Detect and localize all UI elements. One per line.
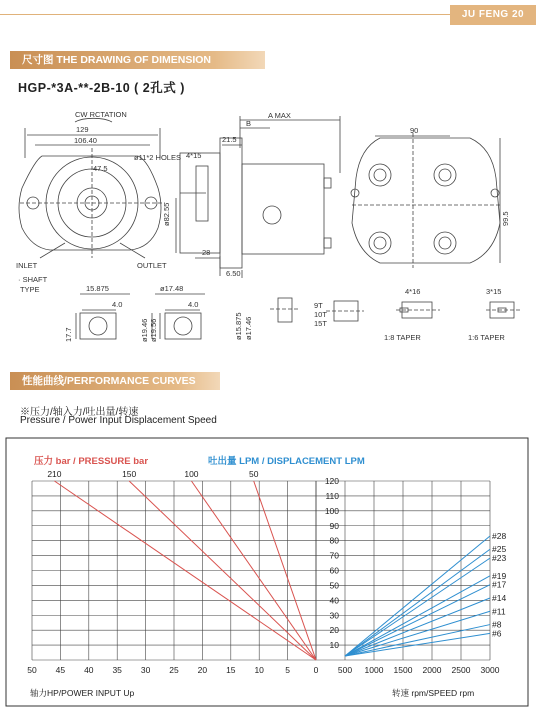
x-axis-label-right: 转速 rpm/SPEED rpm <box>392 688 475 698</box>
performance-chart <box>0 436 536 712</box>
taper-16: 1:6 TAPER <box>468 333 505 342</box>
lpm-tick-label: 10 <box>329 640 339 651</box>
rpm-tick-label: 1000 <box>364 665 384 675</box>
note-english: Pressure / Power Input Displacement Speed <box>20 415 217 426</box>
rpm-tick-label: 3000 <box>480 665 500 675</box>
pressure-axis-title: 压力 bar / PRESSURE bar <box>34 456 149 467</box>
pressure-value-label: 50 <box>248 469 259 479</box>
pressure-value-label: 210 <box>47 469 62 479</box>
dim-47: 47.5 <box>93 164 108 173</box>
lpm-tick-label: 20 <box>329 625 339 636</box>
pressure-value-label: 150 <box>122 469 137 479</box>
chart-labels <box>27 469 506 675</box>
spline-15875: ø15.875 <box>234 312 243 340</box>
rpm-tick-label: 2000 <box>422 665 442 675</box>
dim-b: B <box>246 119 252 128</box>
rpm-tick-label: 2500 <box>451 665 471 675</box>
shaft-1956: ø19.56 <box>149 318 158 342</box>
dim-holes: ø11*2 HOLES <box>134 153 181 162</box>
section-title-dimension: 尺寸图 THE DRAWING OF DIMENSION <box>10 51 265 69</box>
shaft-1946: ø19.46 <box>140 318 149 342</box>
shaft-15875: 15.875 <box>86 284 109 293</box>
rpm-tick-label: 500 <box>337 665 353 675</box>
hp-tick-label: 10 <box>254 665 264 675</box>
hp-tick-label: 50 <box>27 665 37 675</box>
pressure-value-label: 100 <box>184 469 199 479</box>
taper-18: 1:8 TAPER <box>384 333 421 342</box>
hp-tick-label: 40 <box>84 665 94 675</box>
lpm-tick-label: 100 <box>324 505 339 516</box>
dim-28: 28 <box>202 248 211 257</box>
series-label: #25 <box>492 544 507 555</box>
x-axis-label-left: 轴力HP/POWER INPUT Up <box>30 688 135 698</box>
dim-129: 129 <box>76 125 89 134</box>
lpm-tick-label: 90 <box>329 520 339 531</box>
series-label: #23 <box>492 553 507 564</box>
lpm-tick-label: 30 <box>329 610 339 621</box>
displacement-line <box>345 576 490 656</box>
series-label: #19 <box>492 570 507 581</box>
series-label: #8 <box>492 619 502 630</box>
dim-650: 6.50 <box>226 269 241 278</box>
inlet-label: INLET <box>16 261 38 270</box>
dim-82: ø82.55 <box>162 202 171 226</box>
key-4x16: 4*16 <box>405 287 421 296</box>
displacement-axis-title: 吐出量 LPM / DISPLACEMENT LPM <box>208 456 365 467</box>
chart-grid <box>32 481 490 660</box>
cw-rotation-label: CW RCTATION <box>75 110 127 119</box>
lpm-tick-label: 120 <box>324 476 339 486</box>
series-label: #17 <box>492 579 507 590</box>
outlet-label: OUTLET <box>137 261 167 270</box>
header-rule <box>0 14 455 15</box>
lpm-tick-label: 60 <box>329 565 339 576</box>
spline-10t: 10T <box>314 310 327 319</box>
shaft-type-label: · SHAFT TYPE <box>18 275 48 294</box>
dim-995: 99.5 <box>501 211 510 226</box>
displacement-line <box>345 633 490 656</box>
note-chinese: ※压力/轴入力/吐出量/转速 <box>20 407 139 418</box>
dim-106: 106.40 <box>74 136 97 145</box>
dim-21: 21.5 <box>222 135 237 144</box>
hp-tick-label: 25 <box>169 665 179 675</box>
series-label: #11 <box>492 606 506 617</box>
lpm-tick-label: 40 <box>329 595 339 606</box>
hp-tick-label: 20 <box>197 665 208 675</box>
hp-tick-label: 15 <box>226 665 236 675</box>
spline-1746: ø17.46 <box>244 316 253 340</box>
shaft-177: 17.7 <box>64 327 73 342</box>
series-label: #14 <box>492 592 507 603</box>
dim-90: 90 <box>410 126 419 135</box>
spline-9t: 9T <box>314 301 323 310</box>
shaft-1748: ø17.48 <box>160 284 184 293</box>
hp-tick-label: 0 <box>313 665 319 675</box>
series-label: #28 <box>492 530 507 541</box>
series-label: #6 <box>492 628 502 639</box>
displacement-line <box>345 611 490 656</box>
rpm-tick-label: 1500 <box>393 665 413 675</box>
hp-tick-label: 35 <box>112 665 122 675</box>
model-number: HGP-*3A-**-2B-10 ( 2孔式 ) <box>18 81 185 95</box>
lpm-tick-label: 110 <box>325 490 339 501</box>
dim-a-max: A MAX <box>268 111 291 120</box>
spline-15t: 15T <box>314 319 327 328</box>
dimension-drawing <box>0 98 536 366</box>
hp-tick-label: 5 <box>285 665 290 675</box>
brand-tab: JU FENG 20 <box>450 5 536 25</box>
lpm-tick-label: 50 <box>329 580 339 591</box>
shaft-4b: 4.0 <box>188 300 199 309</box>
lpm-tick-label: 80 <box>329 535 339 546</box>
hp-tick-label: 45 <box>55 665 66 675</box>
hp-tick-label: 30 <box>140 665 151 675</box>
key-3x15: 3*15 <box>486 287 502 296</box>
page-header <box>0 0 536 28</box>
dim-4x15: 4*15 <box>186 151 202 160</box>
shaft-4a: 4.0 <box>112 300 123 309</box>
section-title-performance: 性能曲线/PERFORMANCE CURVES <box>10 372 220 390</box>
lpm-tick-label: 70 <box>329 550 339 561</box>
displacement-line <box>345 536 490 656</box>
